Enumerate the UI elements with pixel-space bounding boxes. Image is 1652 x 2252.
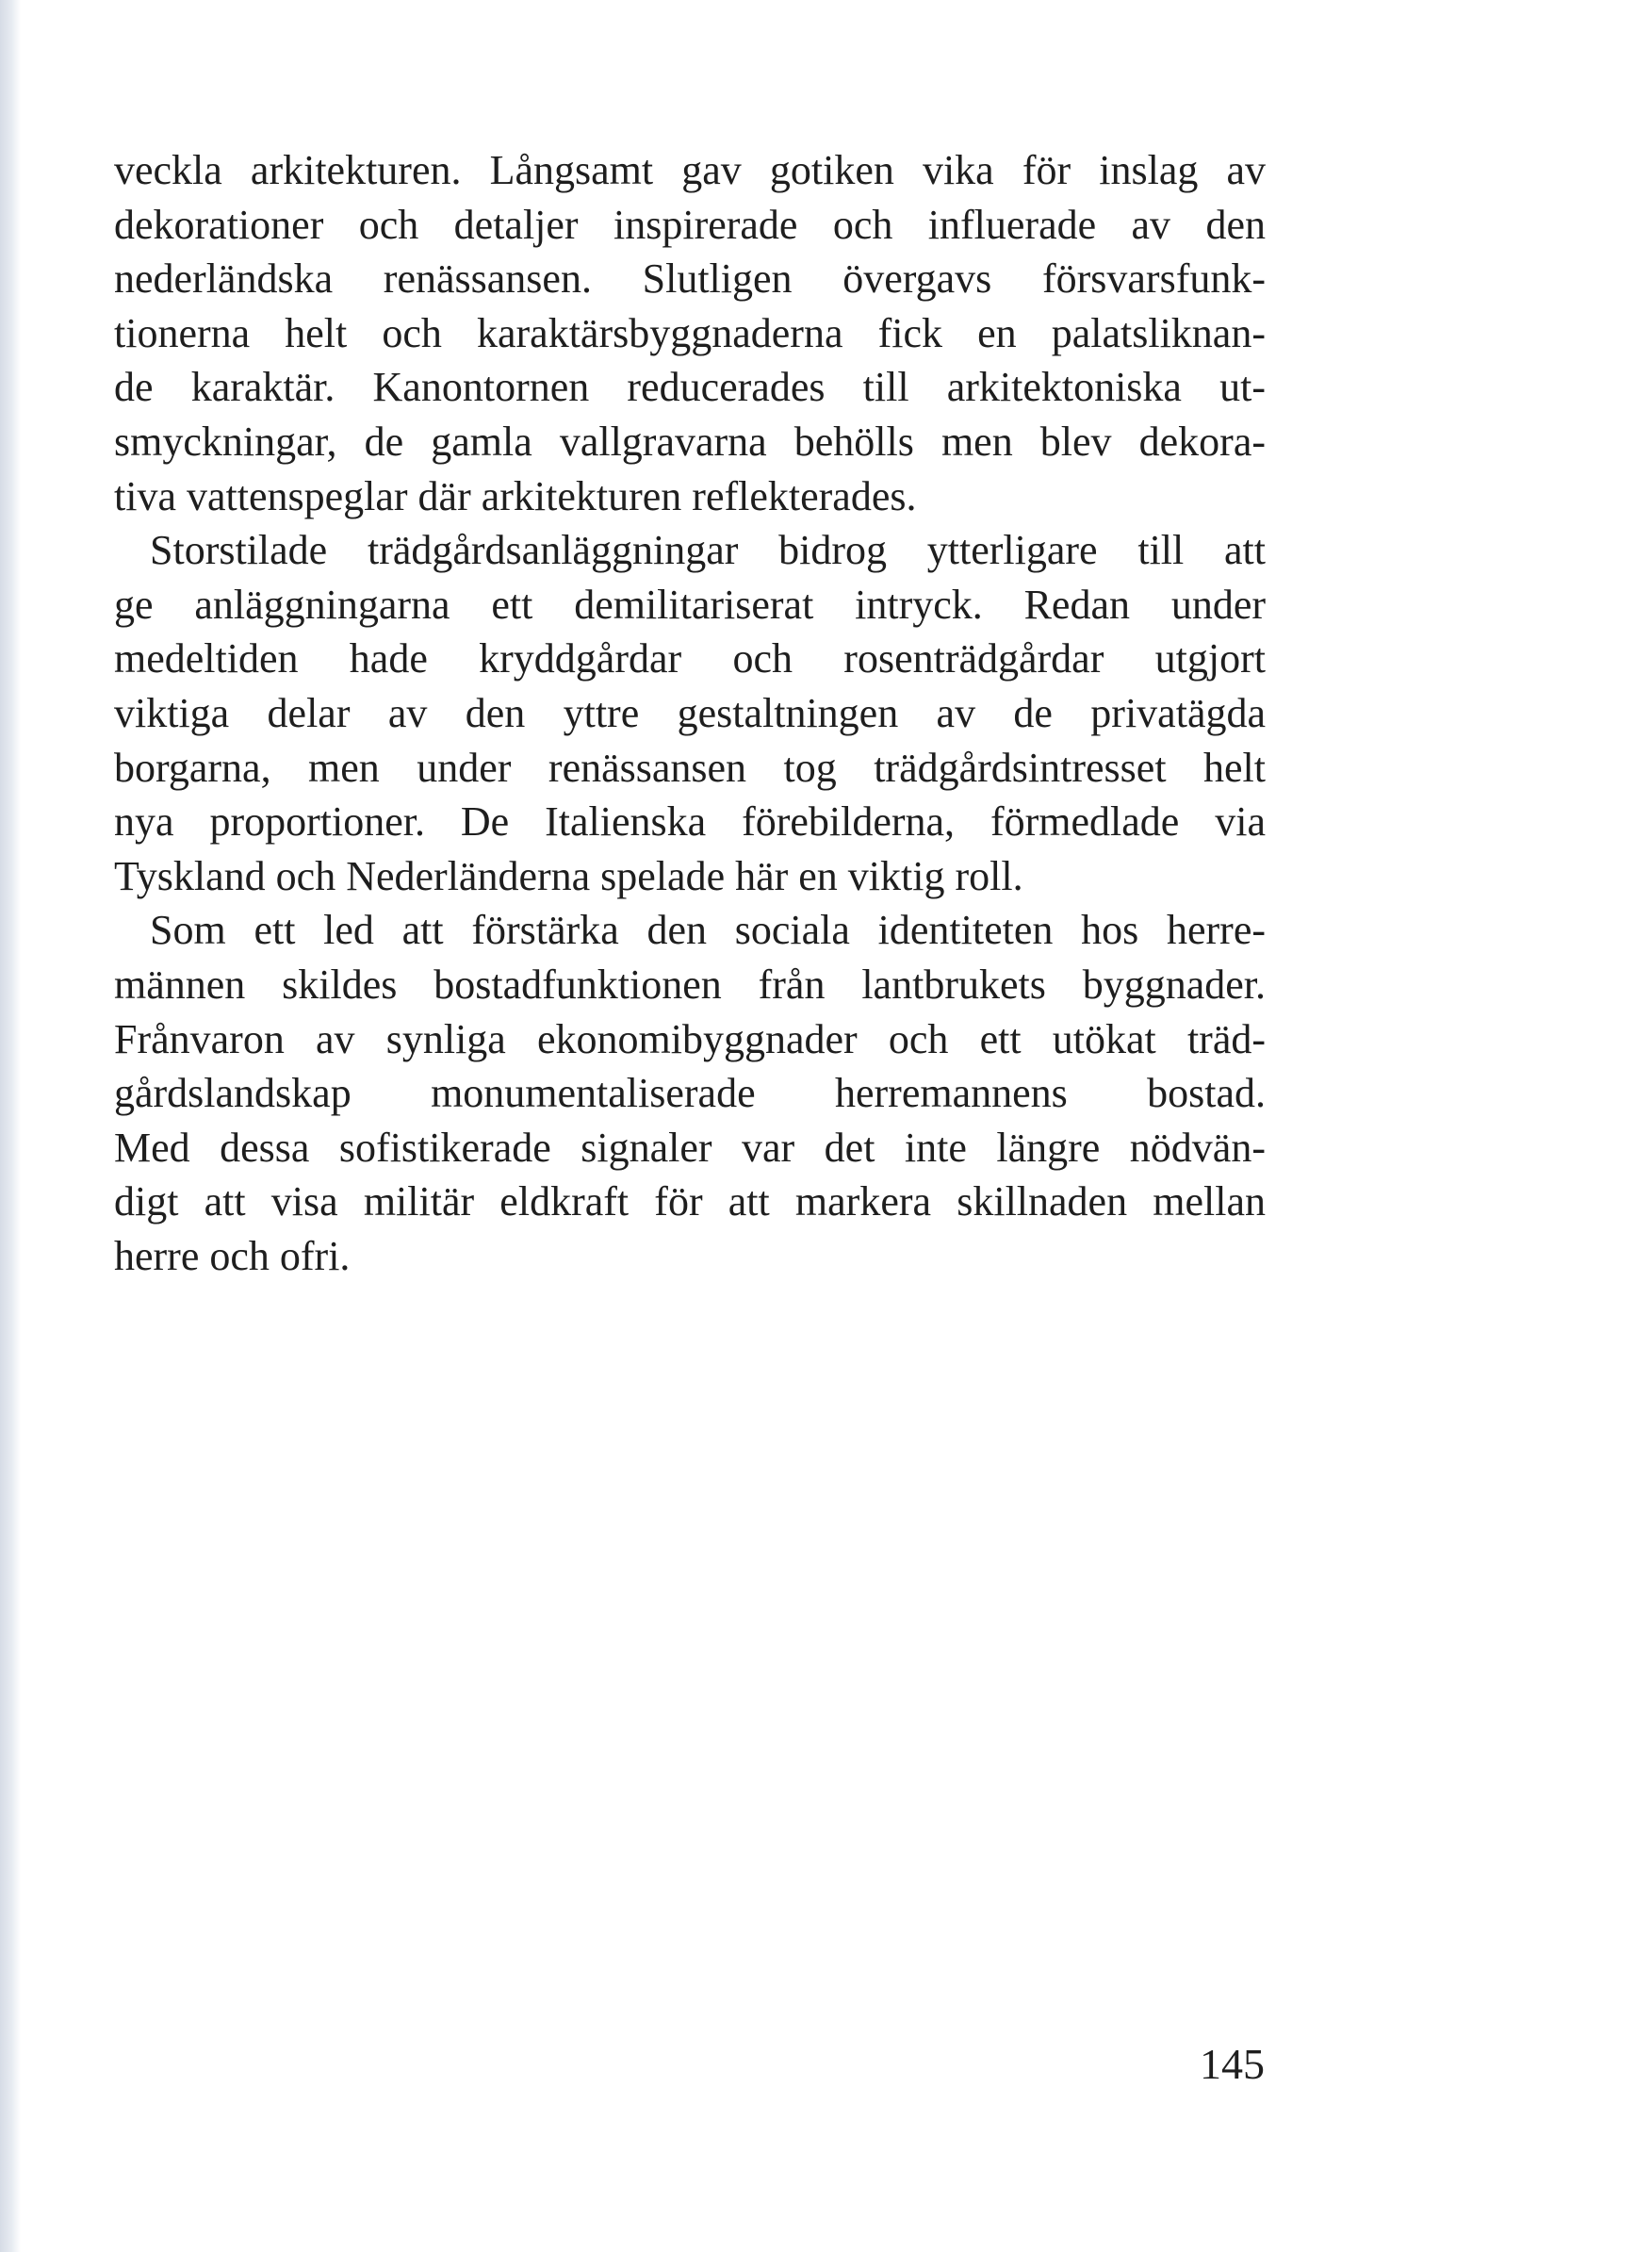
text-line: medeltiden hade kryddgårdar och rosenträdgårdar utgjort <box>114 635 1266 682</box>
text-line: Storstilade trädgårdsanläggningar bidrog ytterligare till att <box>150 527 1266 574</box>
text-line: borgarna, men under renässansen tog trädgårdsintresset helt <box>114 744 1266 791</box>
text-line: tiva vattenspeglar där arkitekturen reflekterades. <box>114 472 917 519</box>
text-line: männen skildes bostadfunktionen från lantbrukets byggnader. <box>114 961 1266 1008</box>
text-line: Med dessa sofistikerade signaler var det inte längre nödvän- <box>114 1124 1266 1171</box>
page-number: 145 <box>1200 2040 1265 2088</box>
text-line: tionerna helt och karaktärsbyggnaderna fick en palatsliknan- <box>114 309 1266 356</box>
body-text <box>114 143 1266 1283</box>
text-line: nya proportioner. De Italienska förebilderna, förmedlade via <box>114 798 1266 846</box>
text-line: nederländska renässansen. Slutligen övergavs försvarsfunk- <box>114 255 1266 303</box>
text-line: de karaktär. Kanontornen reducerades till arkitektoniska ut- <box>114 364 1266 411</box>
text-line: digt att visa militär eldkraft för att markera skillnaden mellan <box>114 1178 1266 1225</box>
text-line: Tyskland och Nederländerna spelade här en viktig roll. <box>114 852 1023 899</box>
text-line: herre och ofri. <box>114 1232 351 1279</box>
scan-shadow-edge <box>0 0 21 2252</box>
text-line: viktiga delar av den yttre gestaltningen av de privatägda <box>114 689 1266 736</box>
text-line: Frånvaron av synliga ekonomibyggnader och ett utökat träd- <box>114 1015 1266 1062</box>
text-line: gårdslandskap monumentaliserade herremannens bostad. <box>114 1070 1266 1117</box>
text-line: veckla arkitekturen. Långsamt gav gotiken vika för inslag av <box>114 147 1266 193</box>
text-line: ge anläggningarna ett demilitariserat intryck. Redan under <box>114 581 1266 628</box>
text-line: Som ett led att förstärka den sociala identiteten hos herre- <box>150 907 1266 954</box>
text-line: dekorationer och detaljer inspirerade och influerade av den <box>114 201 1266 248</box>
text-line: smyckningar, de gamla vallgravarna behölls men blev dekora- <box>114 418 1266 465</box>
